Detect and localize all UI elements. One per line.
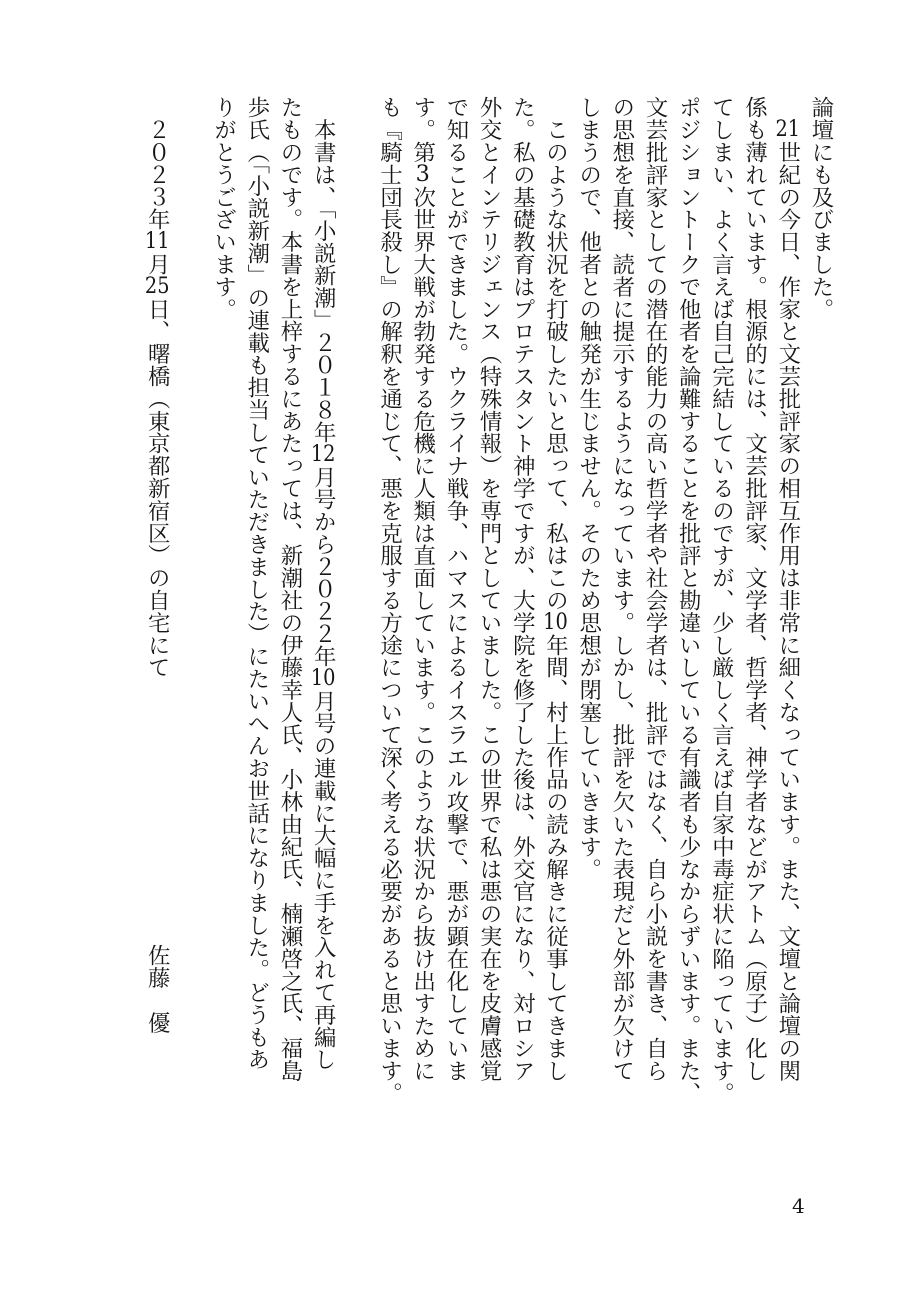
text-column: 外交とインテリジェンス（特殊情報）を専門としていました。この世界で私は悪の実在を皮膚感覚 [476,96,503,1082]
text-column: 係も薄れています。根源的には、文芸批評家、文学者、哲学者、神学者などがアトム（原子）化し [741,96,768,1082]
text-column: 21世紀の今日、作家と文芸批評家の相互作用は非常に細くなっています。また、文壇と論壇の関 [774,118,801,1082]
column-spacer [339,96,372,106]
page-number: 4 [792,1194,805,1218]
text-column: 歩氏（「小説新潮」の連載も担当していただきました）にたいへんお世話になりました。どうもあ [243,96,270,1071]
text-column: た。私の基礎教育はプロテスタント神学ですが、大学院を修了した後は、外交官になり、対ロシア [509,96,536,1082]
afterword-text [140,96,837,1104]
text-column: りがとうございます。 [210,96,237,320]
text-column: で知ることができました。ウクライナ戦争、ハマスによるイスラエル攻撃で、悪が顕在化していま [442,96,469,1082]
text-column: たものです。本書を上梓するにあたっては、新潮社の伊藤幸人氏、小林由紀氏、楠瀬啓之氏、福島 [277,96,303,1082]
text-column: しまうので、他者との触発が生じません。そのため思想が閉塞していきます。 [575,96,602,880]
text-column: てしまい、よく言えば自己完結しているのですが、少し厳しく言えば自家中毒症状に陥っています。 [708,96,735,1104]
column-spacer [173,96,206,106]
text-column: 文芸批評家としての潜在的能力の高い哲学者や社会学者は、批評ではなく、自ら小説を書き、自ら [642,96,669,1082]
text-column: 論壇にも及びました。 [808,96,834,320]
date-place-line: ２０２３年11月25日、曙橋（東京都新宿区）の自宅にて [144,96,171,679]
text-column: 本書は、「小説新潮」２０１８年12月号から２０２２年10月号の連載に大幅に手を入れて再編し [310,96,337,1071]
author-signature: 佐藤 優 [144,944,171,1034]
text-column: このような状況を打破したいと思って、私はこの10年間、村上作品の読み解きに従事してきまし [542,96,569,1082]
text-column: す。第3次世界大戦が勃発する危機に人類は直面しています。このような状況から抜け出すために [409,96,436,1082]
text-column: ポジショントークで他者を論難することを批評と勘違いしている有識者も少なからずいます。また、 [675,96,702,1104]
text-column: の思想を直接、読者に提示するようになっています。しかし、批評を欠いた表現だと外部が欠けて [608,96,635,1082]
text-column: も『騎士団長殺し』の解釈を通じて、悪を克服する方途について深く考える必要があると思います。 [376,96,403,1104]
